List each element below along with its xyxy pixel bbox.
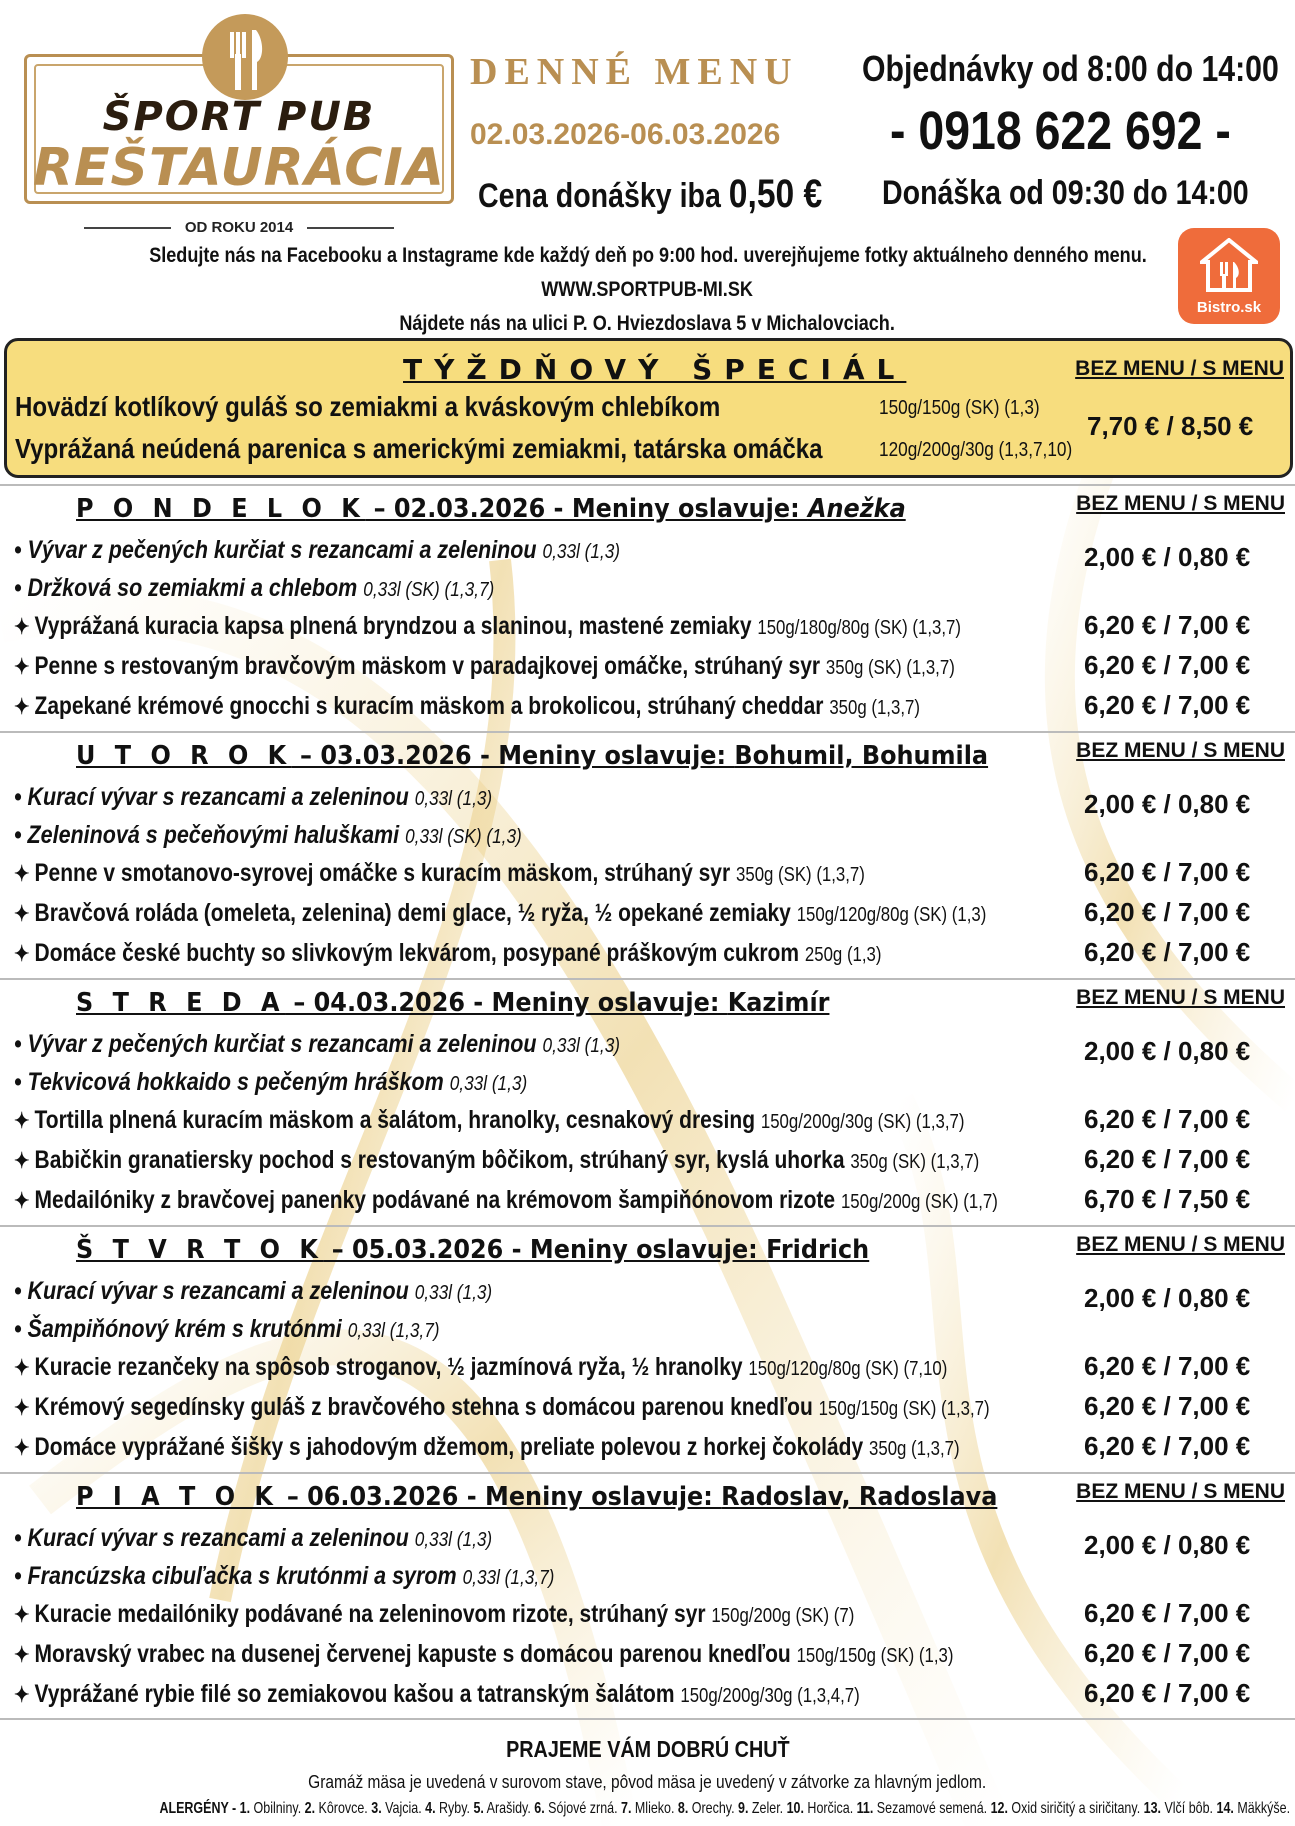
- allergen-item: 6. Sójové zrná.: [534, 1800, 618, 1817]
- dish-price: 6,20 € / 7,00 €: [1084, 937, 1251, 967]
- star-icon: ✦: [14, 1642, 30, 1667]
- dish-price: 6,20 € / 7,00 €: [1084, 1351, 1251, 1381]
- soup-item: • Kurací vývar s rezancami a zeleninou 0,33l (1,3): [14, 1277, 493, 1305]
- dish-price: 6,20 € / 7,00 €: [1084, 1638, 1251, 1668]
- dish-item: ✦ Krémový segedínsky guláš z bravčového stehna s domácou parenou knedľou 150g/150g (SK) (1,3,7): [14, 1393, 990, 1421]
- soup-item: • Držková so zemiakmi a chlebom 0,33l (SK) (1,3,7): [14, 574, 495, 602]
- special-item-meta: 150g/150g (SK) (1,3): [879, 397, 1040, 419]
- nameday: Anežka: [807, 494, 906, 524]
- day-name: Š T V R T O K: [76, 1235, 324, 1265]
- allergen-item: 2. Kôrovce.: [304, 1800, 368, 1817]
- soup-item: • Vývar z pečených kurčiat s rezancami a zeleninou 0,33l (1,3): [14, 536, 621, 564]
- dish-price: 6,20 € / 7,00 €: [1084, 1678, 1251, 1708]
- soup-item: • Kurací vývar s rezancami a zeleninou 0,33l (1,3): [14, 1524, 493, 1552]
- address: Nájdete nás na ulici P. O. Hviezdoslava 5 v Michalovciach.: [399, 312, 896, 335]
- special-item: Hovädzí kotlíkový guláš so zemiakmi a kváskovým chlebíkom: [15, 391, 721, 422]
- day-section: [0, 978, 1295, 1225]
- day-date-text: – 04.03.2026 - Meniny oslavuje:: [285, 988, 728, 1018]
- dish-price: 6,20 € / 7,00 €: [1084, 897, 1251, 927]
- soup-price: 2,00 € / 0,80 €: [1084, 542, 1251, 572]
- special-item-meta: 120g/200g/30g (1,3,7,10): [879, 439, 1073, 461]
- dish-item: ✦ Kuracie rezančeky na spôsob stroganov, ½ jazmínová ryža, ½ hranolky 150g/120g/80g (SK) (7,10): [14, 1353, 948, 1381]
- dish-price: 6,20 € / 7,00 €: [1084, 610, 1251, 640]
- delivery-hours: Donáška od 09:30 do 14:00: [882, 174, 1249, 212]
- price-header: BEZ MENU / S MENU: [1076, 986, 1285, 1009]
- allergen-item: 4. Ryby.: [425, 1800, 471, 1817]
- allergen-item: 1. Obilniny.: [239, 1800, 302, 1817]
- allergen-item: 10. Horčica.: [786, 1800, 854, 1817]
- soup-item: • Kurací vývar s rezancami a zeleninou 0,33l (1,3): [14, 783, 493, 811]
- dish-price: 6,70 € / 7,50 €: [1084, 1184, 1251, 1214]
- star-icon: ✦: [14, 694, 30, 719]
- day-title: [76, 1235, 869, 1265]
- star-icon: ✦: [14, 614, 30, 639]
- day-name: U T O R O K: [76, 741, 292, 771]
- dish-item: ✦ Tortilla plnená kuracím mäskom a šalátom, hranolky, cesnakový dresing 150g/200g/30g (SK) (1,3,7): [14, 1106, 965, 1134]
- delivery-price-value: 0,50 €: [728, 172, 823, 216]
- price-header: BEZ MENU / S MENU: [1075, 357, 1284, 380]
- house-cutlery-icon: [1200, 238, 1258, 292]
- dish-item: ✦ Medailóniky z bravčovej panenky podávané na krémovom šampiňónovom rizote 150g/200g (SK) (1,7): [14, 1186, 998, 1214]
- star-icon: ✦: [14, 1395, 30, 1420]
- day-section: [0, 1225, 1295, 1472]
- day-title: [76, 741, 988, 771]
- day-name: P O N D E L O K: [76, 494, 366, 524]
- dish-item: ✦ Moravský vrabec na dusenej červenej kapuste s domácou parenou knedľou 150g/150g (SK) (1,3): [14, 1640, 954, 1668]
- dish-price: 6,20 € / 7,00 €: [1084, 857, 1251, 887]
- day-title: [76, 494, 906, 524]
- star-icon: ✦: [14, 1148, 30, 1173]
- dish-price: 6,20 € / 7,00 €: [1084, 690, 1251, 720]
- dish-item: ✦ Domáce vyprážané šišky s jahodovým džemom, preliate polevou z horkej čokolády 350g (1,3,7): [14, 1433, 960, 1461]
- dish-price: 6,20 € / 7,00 €: [1084, 1598, 1251, 1628]
- dish-price: 6,20 € / 7,00 €: [1084, 1104, 1251, 1134]
- dish-item: ✦ Domáce české buchty so slivkovým lekvárom, posypané práškovým cukrom 250g (1,3): [14, 939, 882, 967]
- star-icon: ✦: [14, 901, 30, 926]
- star-icon: ✦: [14, 861, 30, 886]
- soup-item: • Vývar z pečených kurčiat s rezancami a zeleninou 0,33l (1,3): [14, 1030, 621, 1058]
- allergen-item: 9. Zeler.: [738, 1800, 784, 1817]
- dish-item: ✦ Zapekané krémové gnocchi s kuracím mäskom a brokolicou, strúhaný cheddar 350g (1,3,7): [14, 692, 920, 720]
- day-section: [0, 484, 1295, 731]
- nameday: Kazimír: [727, 988, 830, 1018]
- special-price: 7,70 € / 8,50 €: [1087, 411, 1254, 441]
- logo-text-restaurant: REŠTAURÁCIA: [32, 138, 446, 198]
- dish-item: ✦ Penne s restovaným bravčovým mäskom v paradajkovej omáčke, strúhaný syr 350g (SK) (1,3,7): [14, 652, 955, 680]
- soup-price: 2,00 € / 0,80 €: [1084, 789, 1251, 819]
- day-title: [76, 1482, 997, 1512]
- bistro-badge-label: Bistro.sk: [1196, 299, 1262, 316]
- nameday: Fridrich: [766, 1235, 870, 1265]
- star-icon: ✦: [14, 1435, 30, 1460]
- star-icon: ✦: [14, 941, 30, 966]
- order-hours: Objednávky od 8:00 do 14:00: [862, 48, 1279, 89]
- special-item: Vyprážaná neúdená parenica s americkými zemiakmi, tatárska omáčka: [15, 433, 823, 464]
- allergen-item: 14. Mäkkýše.: [1216, 1800, 1291, 1817]
- soup-item: • Šampiňónový krém s krutónmi 0,33l (1,3,7): [14, 1315, 440, 1343]
- soup-price: 2,00 € / 0,80 €: [1084, 1530, 1251, 1560]
- dish-item: ✦ Babičkin granatiersky pochod s restovaným bôčikom, strúhaný syr, kyslá uhorka 350g (SK) (1,3,7): [14, 1146, 980, 1174]
- dish-price: 6,20 € / 7,00 €: [1084, 650, 1251, 680]
- dish-price: 6,20 € / 7,00 €: [1084, 1431, 1251, 1461]
- day-date-text: – 06.03.2026 - Meniny oslavuje:: [278, 1482, 722, 1512]
- logo-text-pub: ŠPORT PUB: [102, 94, 376, 140]
- footer: [0, 1718, 1295, 1826]
- weekly-special: [4, 338, 1293, 478]
- dish-item: ✦ Penne v smotanovo-syrovej omáčke s kuracím mäskom, strúhaný syr 350g (SK) (1,3,7): [14, 859, 865, 887]
- allergen-item: 8. Orechy.: [677, 1800, 735, 1817]
- allergens-list: [0, 1800, 1295, 1818]
- dish-item: ✦ Kuracie medailóniky podávané na zeleninovom rizote, strúhaný syr 150g/200g (SK) (7): [14, 1600, 855, 1628]
- allergen-item: 13. Vlčí bôb.: [1143, 1800, 1214, 1817]
- dish-item: ✦ Vyprážaná kuracia kapsa plnená bryndzou a slaninou, mastené zemiaky 150g/180g/80g (SK) (1,3,7): [14, 612, 961, 640]
- allergens-label: ALERGÉNY -: [159, 1800, 237, 1817]
- allergen-item: 11. Sezamové semená.: [856, 1800, 988, 1817]
- price-header: BEZ MENU / S MENU: [1076, 739, 1285, 762]
- day-section: [0, 1472, 1295, 1719]
- logo-since-row: [84, 219, 394, 236]
- nameday: Bohumil, Bohumila: [734, 741, 989, 771]
- day-name: P I A T O K: [76, 1482, 279, 1512]
- nameday: Radoslav, Radoslava: [721, 1482, 998, 1512]
- bistro-badge[interactable]: [1178, 228, 1280, 324]
- star-icon: ✦: [14, 1602, 30, 1627]
- allergen-item: 12. Oxid siričitý a siričitany.: [990, 1800, 1141, 1817]
- dish-item: ✦ Bravčová roláda (omeleta, zelenina) demi glace, ½ ryža, ½ opekané zemiaky 150g/120g/80g (SK) (1,3): [14, 899, 987, 927]
- price-header: BEZ MENU / S MENU: [1076, 1233, 1285, 1256]
- soup-item: • Tekvicová hokkaido s pečeným hráškom 0,33l (1,3): [14, 1068, 528, 1096]
- logo: [24, 14, 454, 239]
- price-header: BEZ MENU / S MENU: [1076, 492, 1285, 515]
- star-icon: ✦: [14, 1188, 30, 1213]
- day-section: [0, 731, 1295, 978]
- soup-item: • Zeleninová s pečeňovými haluškami 0,33l (SK) (1,3): [14, 821, 522, 849]
- menu-dates: 02.03.2026-06.03.2026: [470, 118, 781, 151]
- day-date-text: – 03.03.2026 - Meniny oslavuje:: [291, 741, 735, 771]
- delivery-price: [478, 172, 822, 217]
- star-icon: ✦: [14, 1682, 30, 1707]
- delivery-price-label: Cena donášky iba: [478, 177, 721, 215]
- day-date-text: – 02.03.2026 - Meniny oslavuje:: [365, 494, 808, 524]
- day-title: [76, 988, 829, 1018]
- allergen-item: 3. Vajcia.: [371, 1800, 422, 1817]
- soup-price: 2,00 € / 0,80 €: [1084, 1036, 1251, 1066]
- soup-item: • Francúzska cibuľačka s krutónmi a syrom 0,33l (1,3,7): [14, 1562, 555, 1590]
- footer-note: Gramáž mäsa je uvedená v surovom stave, pôvod mäsa je uvedený v zátvorke za hlavným jedlom.: [308, 1772, 987, 1792]
- phone-number[interactable]: - 0918 622 692 -: [890, 101, 1231, 161]
- dish-price: 6,20 € / 7,00 €: [1084, 1391, 1251, 1421]
- logo-since: OD ROKU 2014: [184, 219, 294, 236]
- website-link[interactable]: WWW.SPORTPUB-MI.SK: [541, 278, 754, 301]
- star-icon: ✦: [14, 1108, 30, 1133]
- allergen-item: 7. Mlieko.: [621, 1800, 675, 1817]
- footer-wish: PRAJEME VÁM DOBRÚ CHUŤ: [505, 1736, 790, 1762]
- weekly-special-title: TÝŽDŇOVÝ ŠPECIÁL: [403, 353, 907, 386]
- dish-price: 6,20 € / 7,00 €: [1084, 1144, 1251, 1174]
- dish-item: ✦ Vyprážané rybie filé so zemiakovou kašou a tatranským šalátom 150g/200g/30g (1,3,4,7): [14, 1680, 860, 1708]
- page-title: DENNÉ MENU: [470, 51, 799, 93]
- star-icon: ✦: [14, 1355, 30, 1380]
- day-date-text: – 05.03.2026 - Meniny oslavuje:: [323, 1235, 767, 1265]
- star-icon: ✦: [14, 654, 30, 679]
- social-info: Sledujte nás na Facebooku a Instagrame kde každý deň po 9:00 hod. uverejňujeme fotky aktuálneho denného menu.: [148, 244, 1147, 267]
- allergen-item: 5. Arašidy.: [473, 1800, 531, 1817]
- price-header: BEZ MENU / S MENU: [1076, 1480, 1285, 1503]
- day-name: S T R E D A: [76, 988, 286, 1018]
- cutlery-icon: [202, 14, 288, 100]
- soup-price: 2,00 € / 0,80 €: [1084, 1283, 1251, 1313]
